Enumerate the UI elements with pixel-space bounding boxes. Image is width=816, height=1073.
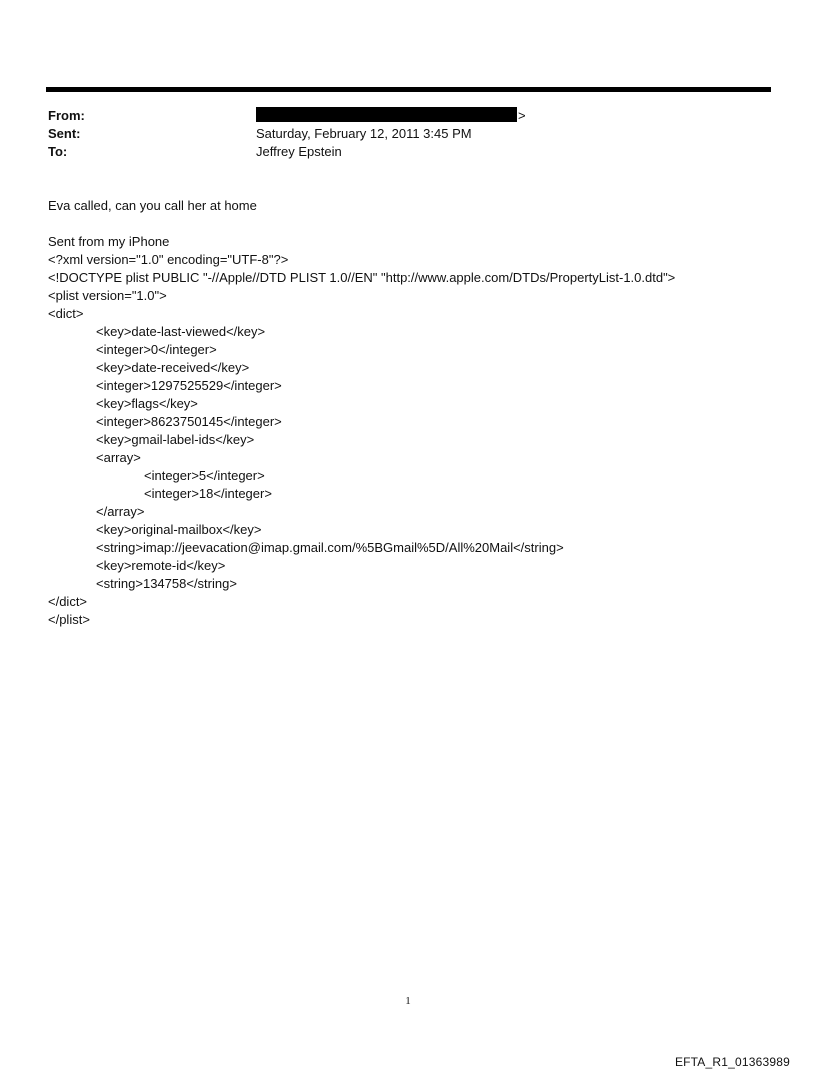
plist-line: <integer>1297525529</integer>	[96, 378, 282, 393]
paragraph-gap	[48, 215, 788, 233]
plist-line: <string>134758</string>	[96, 576, 237, 591]
plist-line: <integer>0</integer>	[96, 342, 217, 357]
to-label: To:	[48, 144, 68, 159]
from-value-suffix: >	[518, 108, 526, 123]
email-header	[48, 107, 748, 161]
plist-line: <key>date-received</key>	[96, 360, 250, 375]
plist-line: <string>imap://jeevacation@imap.gmail.com/%5BGmail%5D/All%20Mail</string>	[96, 540, 564, 555]
to-row	[48, 143, 748, 161]
from-label: From:	[48, 108, 85, 123]
signature-text: Sent from my iPhone	[48, 234, 170, 249]
plist-line: <key>original-mailbox</key>	[96, 522, 262, 537]
plist-line: <key>gmail-label-ids</key>	[96, 432, 255, 447]
plist-line: <array>	[96, 450, 141, 465]
plist-line: <key>remote-id</key>	[96, 558, 226, 573]
bates-number: EFTA_R1_01363989	[674, 1055, 790, 1069]
page-number: 1	[405, 995, 411, 1007]
sent-label: Sent:	[48, 126, 81, 141]
from-row	[48, 107, 748, 125]
to-value: Jeffrey Epstein	[256, 144, 342, 159]
plist-line: <?xml version="1.0" encoding="UTF-8"?>	[48, 252, 289, 267]
plist-line: <integer>5</integer>	[144, 468, 265, 483]
sent-value: Saturday, February 12, 2011 3:45 PM	[256, 126, 472, 141]
plist-line: <key>flags</key>	[96, 396, 198, 411]
plist-line: <!DOCTYPE plist PUBLIC "-//Apple//DTD PLIST 1.0//EN" "http://www.apple.com/DTDs/PropertyList-1.0.dtd">	[48, 270, 676, 285]
plist-line: <plist version="1.0">	[48, 288, 167, 303]
plist-line: <integer>8623750145</integer>	[96, 414, 282, 429]
plist-line: </dict>	[48, 594, 88, 609]
from-value	[256, 107, 526, 125]
plist-line: <key>date-last-viewed</key>	[96, 324, 266, 339]
plist-line: </array>	[96, 504, 145, 519]
message-text: Eva called, can you call her at home	[48, 198, 257, 213]
email-body	[48, 197, 788, 629]
plist-line: <integer>18</integer>	[144, 486, 272, 501]
plist-line: </plist>	[48, 612, 90, 627]
plist-block	[48, 251, 788, 629]
header-divider-rule	[46, 87, 771, 92]
redacted-sender-block	[256, 107, 517, 122]
plist-line: <dict>	[48, 306, 84, 321]
sent-row	[48, 125, 748, 143]
